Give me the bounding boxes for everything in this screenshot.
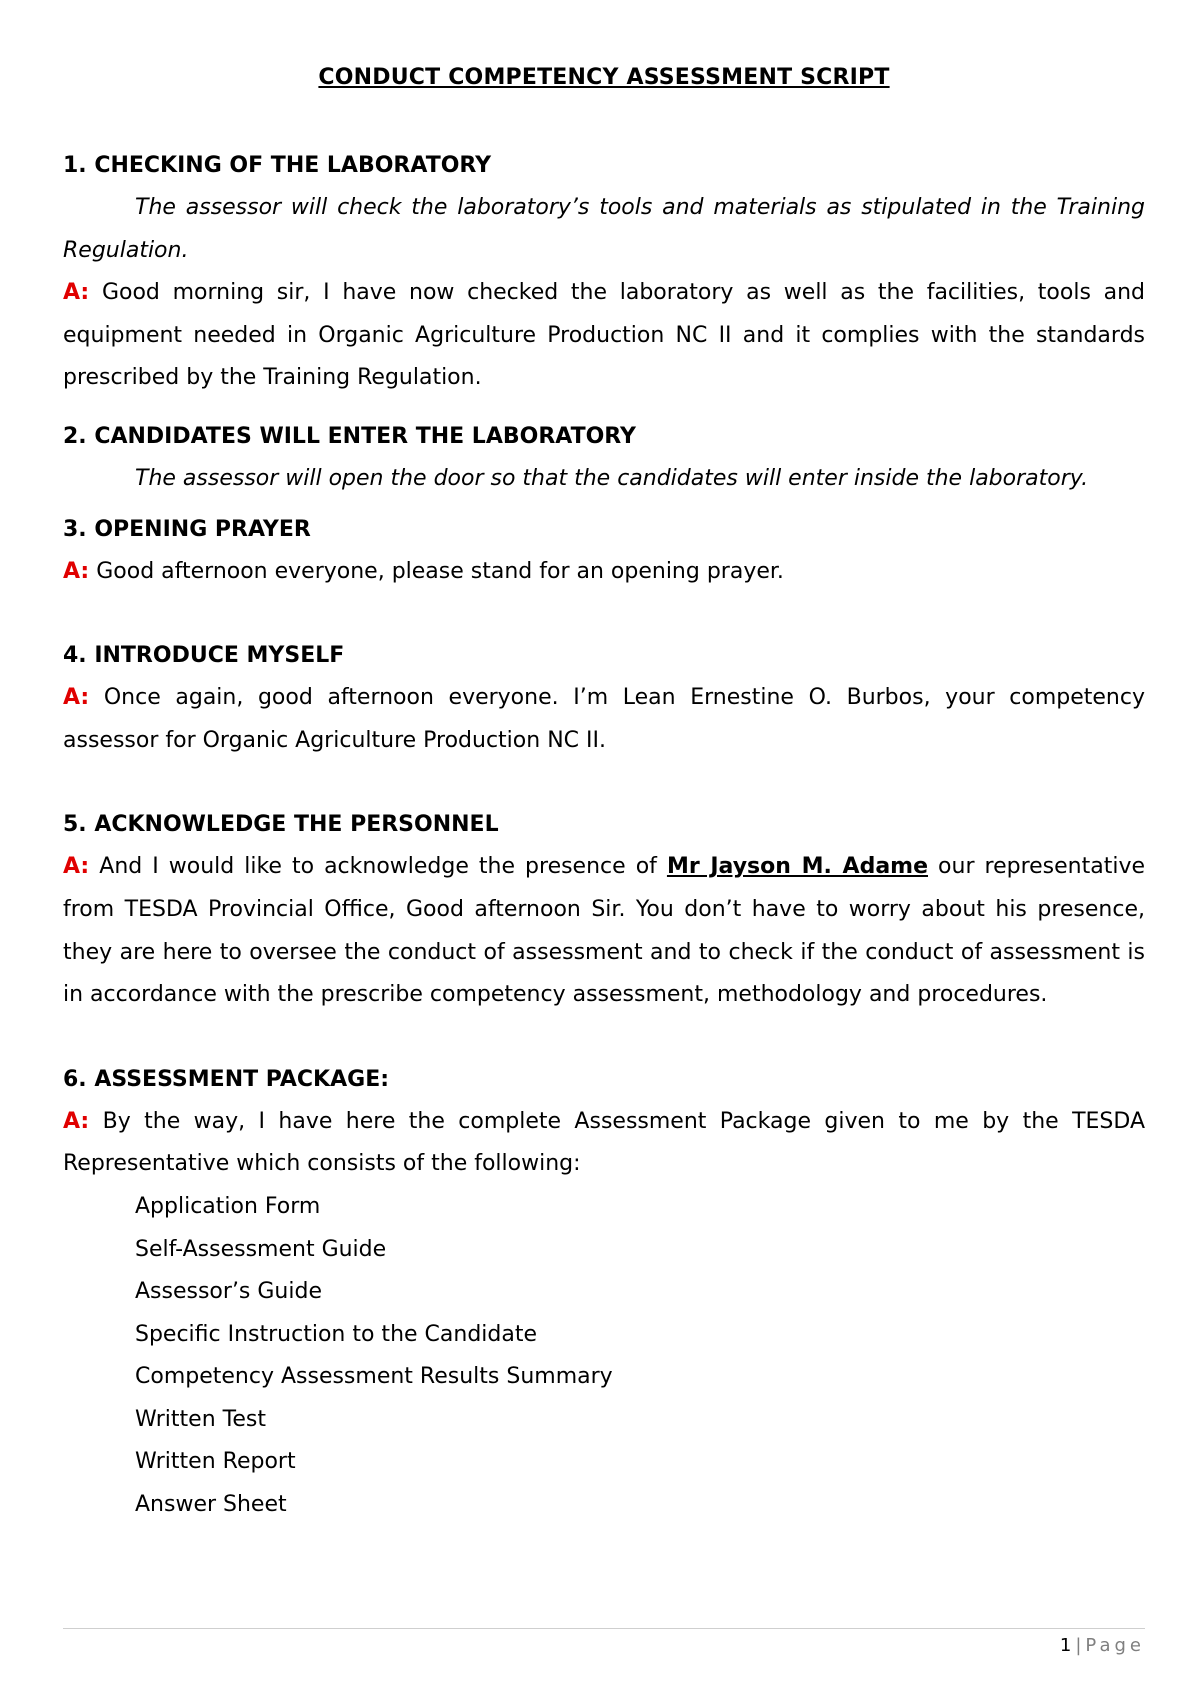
list-item: Assessor’s Guide (135, 1279, 322, 1305)
assessment-package-list (63, 1186, 1145, 1527)
section-heading: 6. ASSESSMENT PACKAGE: (63, 1066, 390, 1092)
speaker-label: A: (63, 1108, 90, 1134)
speech-text: our representative from TESDA Provincial Office, Good afternoon Sir. You don’t have to worry about his presence, they are here to oversee the conduct of assessment and to check if the conduct of assessment is in accordance with the prescribe competency assessment, methodology and procedures. (63, 854, 1146, 1008)
section-heading: 4. INTRODUCE MYSELF (63, 643, 345, 669)
assessor-speech (63, 846, 1145, 1016)
list-item: Answer Sheet (135, 1492, 287, 1518)
document-body (63, 58, 1145, 1527)
speech-text: And I would like to acknowledge the presence of (99, 854, 657, 880)
list-item: Application Form (135, 1193, 321, 1219)
speech-text: Once again, good afternoon everyone. I’m Lean Ernestine O. Burbos, your competency assessor for Organic Agriculture Production NC II. (63, 685, 1145, 753)
speaker-label: A: (63, 854, 90, 880)
section-heading: 1. CHECKING OF THE LABORATORY (63, 153, 492, 178)
speech-text: Good afternoon everyone, please stand for an opening prayer. (96, 558, 784, 584)
section-heading: 5. ACKNOWLEDGE THE PERSONNEL (63, 812, 499, 838)
assessor-speech (63, 551, 1145, 594)
list-item: Written Report (135, 1449, 296, 1475)
footer-divider (63, 1628, 1145, 1629)
section-heading: 3. OPENING PRAYER (63, 516, 311, 542)
speech-text: By the way, I have here the complete Assessment Package given to me by the TESDA Representative which consists of the following: (63, 1108, 1145, 1177)
assessor-instruction: The assessor will open the door so that the candidates will enter inside the laboratory. (135, 465, 1089, 491)
assessor-speech (63, 272, 1145, 400)
speaker-label: A: (63, 558, 90, 584)
list-item: Specific Instruction to the Candidate (135, 1321, 538, 1347)
list-item: Competency Assessment Results Summary (135, 1364, 613, 1390)
speaker-label: A: (63, 685, 90, 711)
tesda-representative-name: Mr Jayson M. Adame (666, 854, 929, 880)
speaker-label: A: (63, 280, 90, 306)
list-item: Written Test (135, 1406, 266, 1432)
footer-separator: | (1075, 1635, 1082, 1656)
speech-text: Good morning sir, I have now checked the laboratory as well as the facilities, tools and equipment needed in Organic Agriculture Production NC II and it complies with the standards prescribed by the Training Regulation. (63, 280, 1146, 391)
page-label: Page (1085, 1635, 1145, 1656)
section-heading: 2. CANDIDATES WILL ENTER THE LABORATORY (63, 423, 636, 449)
document-title: CONDUCT COMPETENCY ASSESSMENT SCRIPT (318, 65, 890, 90)
assessor-speech (63, 677, 1145, 762)
assessor-instruction: The assessor will check the laboratory’s tools and materials as stipulated in the Training Regulation. (63, 195, 1145, 263)
assessor-speech (63, 1101, 1145, 1186)
page-number: 1 (1059, 1635, 1072, 1656)
page-footer (1060, 1634, 1145, 1658)
list-item: Self-Assessment Guide (135, 1236, 387, 1262)
